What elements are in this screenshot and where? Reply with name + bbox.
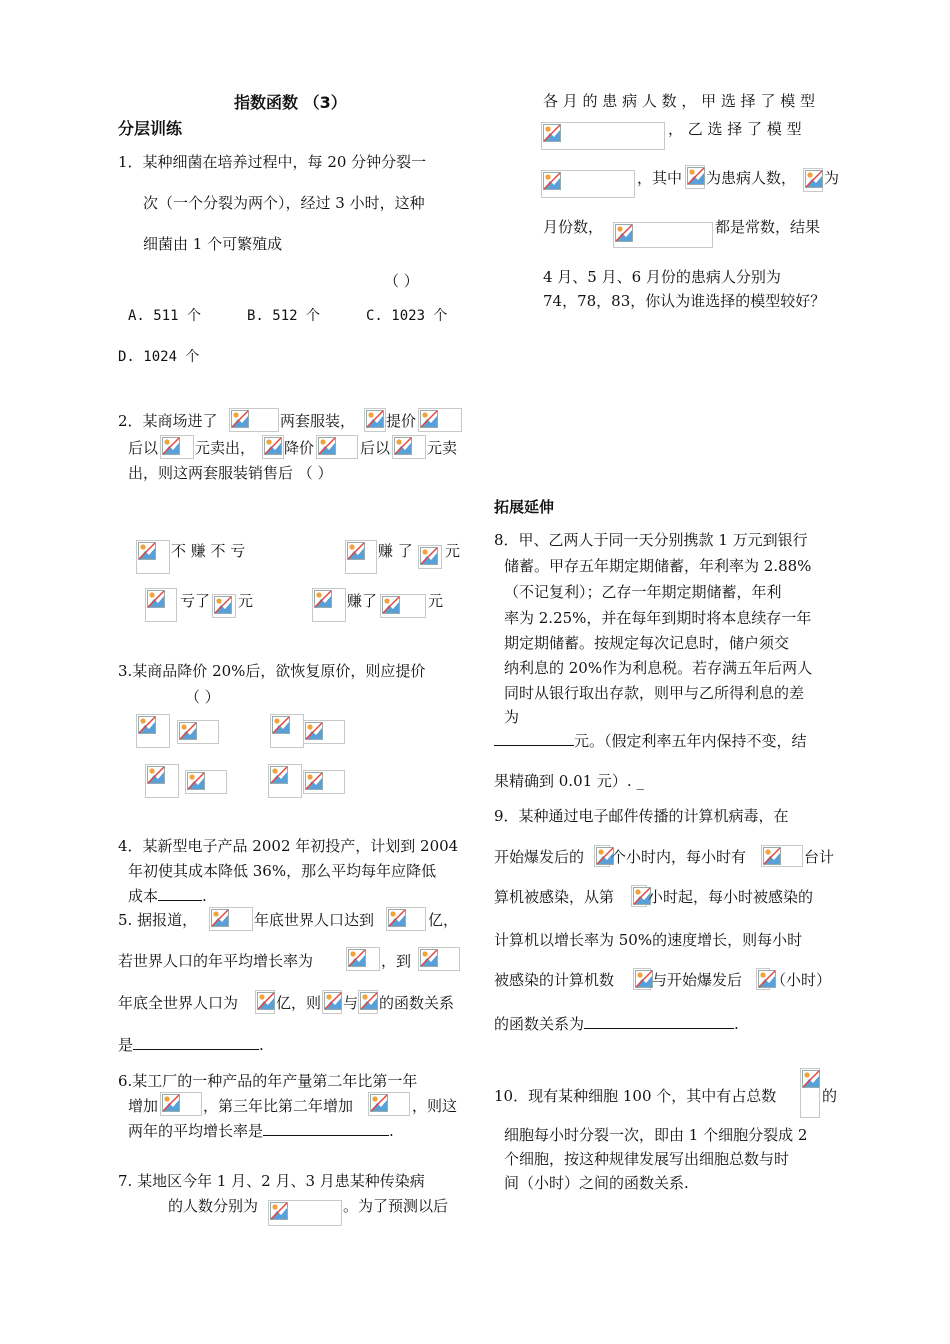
- formula-image: [358, 990, 378, 1014]
- q9-text: 被感染的计算机数: [494, 971, 615, 989]
- formula-image: [229, 408, 279, 432]
- broken-image-icon: [138, 542, 156, 560]
- broken-image-icon: [305, 772, 323, 790]
- broken-image-icon: [687, 167, 705, 185]
- answer-blank: [584, 1014, 734, 1029]
- formula-image: [368, 1092, 410, 1116]
- formula-image: [541, 170, 635, 198]
- broken-image-icon: [314, 590, 332, 608]
- q8-line: 期定期储蓄。按规定每次记息时，储户须交: [504, 634, 790, 652]
- broken-image-icon: [348, 949, 366, 967]
- q10-text: 的: [822, 1087, 838, 1105]
- q8-line: 率为 2.25%，并在每年到期时将本息续存一年: [504, 609, 812, 627]
- q8-line: 果精确到 0.01 元）. _: [494, 772, 644, 790]
- q6-line3-text: 两年的平均增长率是: [128, 1122, 264, 1140]
- broken-image-icon: [543, 124, 561, 142]
- broken-image-icon: [615, 224, 633, 242]
- formula-image: [800, 1068, 820, 1118]
- formula-image: [685, 165, 705, 189]
- q9-text: 与开始爆发后: [652, 971, 743, 989]
- formula-image: [209, 907, 253, 931]
- formula-image: [160, 1092, 202, 1116]
- q2-text: 后以: [128, 439, 159, 457]
- q7-text: 为患病人数，: [706, 169, 797, 187]
- formula-image: [185, 770, 227, 794]
- q2-text: 出，则这两套服装销售后 （ ）: [128, 464, 333, 482]
- broken-image-icon: [264, 437, 282, 455]
- q7-text: 月份数，: [543, 218, 604, 236]
- q5-line4: [118, 1034, 264, 1055]
- formula-image: [392, 435, 426, 459]
- broken-image-icon: [805, 170, 823, 188]
- q4-end: .: [202, 887, 207, 905]
- q2-option-b: 赚 了: [378, 542, 413, 560]
- q1-answer-paren: （ ）: [384, 272, 419, 290]
- formula-image: [346, 947, 380, 971]
- formula-image: [136, 540, 170, 574]
- broken-image-icon: [179, 722, 197, 740]
- formula-image: [303, 770, 345, 794]
- broken-image-icon: [214, 596, 232, 614]
- q8-line: 为: [504, 708, 520, 726]
- q7-text: ， 乙 选 择 了 模 型: [668, 120, 802, 138]
- broken-image-icon: [366, 410, 384, 428]
- q6-text: ，则这: [412, 1097, 458, 1115]
- section-heading-layered-training: 分层训练: [118, 119, 183, 138]
- q2-text: 元卖: [427, 439, 458, 457]
- q7-text: ，其中: [637, 169, 683, 187]
- q3-line1: 3.某商品降价 20%后，欲恢复原价，则应提价: [118, 662, 426, 680]
- q7-text: 。为了预测以后: [343, 1197, 449, 1215]
- broken-image-icon: [360, 992, 378, 1010]
- q8-line: （不记复利）；乙存一年期定期储蓄，年利: [504, 583, 782, 601]
- broken-image-icon: [543, 172, 561, 190]
- broken-image-icon: [324, 992, 342, 1010]
- formula-image: [380, 594, 426, 618]
- broken-image-icon: [187, 772, 205, 790]
- q2-option-b-unit: 元: [445, 542, 461, 560]
- formula-image: [312, 588, 346, 622]
- q2-option-c-unit: 元: [238, 592, 254, 610]
- q5-end: .: [259, 1036, 264, 1054]
- broken-image-icon: [370, 1094, 388, 1112]
- formula-image: [345, 540, 377, 574]
- broken-image-icon: [147, 766, 165, 784]
- q5-text: 若世界人口的年平均增长率为: [118, 952, 314, 970]
- answer-blank: [133, 1035, 259, 1050]
- formula-image: [631, 885, 647, 907]
- formula-image: [177, 720, 219, 744]
- q1-option-a: A. 511 个: [128, 308, 202, 324]
- broken-image-icon: [257, 992, 275, 1010]
- q2-text: 两套服装，: [280, 412, 356, 430]
- q10-text: 10．现有某种细胞 100 个，其中有占总数: [494, 1087, 777, 1105]
- formula-image: [303, 720, 345, 744]
- page-title: 指数函数 （3）: [234, 93, 347, 112]
- broken-image-icon: [388, 909, 406, 927]
- formula-image: [541, 122, 665, 150]
- q8-line9: [494, 730, 807, 751]
- q6-text: 增加: [128, 1097, 159, 1115]
- broken-image-icon: [270, 766, 288, 784]
- q7-text: 为: [824, 169, 840, 187]
- broken-image-icon: [420, 410, 438, 428]
- q7-text: 都是常数，结果: [715, 218, 821, 236]
- q3-answer-paren: （ ）: [185, 688, 220, 706]
- section-heading-extension: 拓展延伸: [494, 498, 555, 516]
- q4-line3: [128, 885, 207, 906]
- q5-text: 的函数关系: [379, 994, 455, 1012]
- formula-image: [160, 435, 194, 459]
- q5-text: ，到: [381, 952, 412, 970]
- q2-option-d: 赚了: [347, 592, 378, 610]
- formula-image: [418, 947, 460, 971]
- broken-image-icon: [347, 542, 365, 560]
- q9-text: 台计: [804, 848, 835, 866]
- q7-text: 各 月 的 患 病 人 数 ， 甲 选 择 了 模 型: [543, 92, 815, 110]
- q9-text: （小时）: [771, 971, 832, 989]
- q8-line: 同时从银行取出存款，则甲与乙所得利息的差: [504, 684, 805, 702]
- broken-image-icon: [420, 547, 438, 565]
- q8-line: 8．甲、乙两人于同一天分别携款 1 万元到银行: [494, 531, 808, 549]
- formula-image: [594, 845, 610, 867]
- broken-image-icon: [305, 722, 323, 740]
- answer-blank: [263, 1121, 389, 1136]
- formula-image: [756, 968, 770, 990]
- q2-option-d-unit: 元: [428, 592, 444, 610]
- q9-text: 算机被感染，从第: [494, 888, 615, 906]
- broken-image-icon: [635, 970, 653, 988]
- q1-option-d: D. 1024 个: [118, 349, 200, 365]
- q10-line: 个细胞，按这种规律发展写出细胞总数与时: [504, 1150, 790, 1168]
- q9-text: 个小时内，每小时有: [611, 848, 747, 866]
- broken-image-icon: [420, 949, 438, 967]
- q4-line3-text: 成本: [128, 887, 159, 905]
- q5-text: 年底全世界人口为: [118, 994, 239, 1012]
- q9-text: 小时起，每小时被感染的: [648, 888, 814, 906]
- formula-image: [268, 1200, 342, 1226]
- answer-blank: [158, 886, 202, 901]
- answer-blank: [494, 731, 574, 746]
- q4-line1: 4．某新型电子产品 2002 年初投产，计划到 2004: [118, 837, 459, 855]
- formula-image: [136, 714, 170, 748]
- q6-end: .: [389, 1122, 394, 1140]
- q5-text: 与: [343, 994, 359, 1012]
- q2-text: 元卖出，: [195, 439, 256, 457]
- broken-image-icon: [394, 437, 412, 455]
- q7-text: 的人数分别为: [168, 1197, 259, 1215]
- q2-text: 降价: [284, 439, 315, 457]
- formula-image: [386, 907, 426, 931]
- q9-line1: 9．某种通过电子邮件传播的计算机病毒，在: [494, 807, 789, 825]
- broken-image-icon: [147, 590, 165, 608]
- q8-line: 储蓄。甲存五年期定期储蓄，年利率为 2.88%: [504, 557, 812, 575]
- q9-line6-text: 的函数关系为: [494, 1015, 585, 1033]
- broken-image-icon: [162, 437, 180, 455]
- q1-line3: 细菌由 1 个可繁殖成: [143, 235, 283, 253]
- q10-line: 细胞每小时分裂一次，即由 1 个细胞分裂成 2: [504, 1126, 808, 1144]
- q4-line2: 年初使其成本降低 36%，那么平均每年应降低: [128, 862, 437, 880]
- q7-line1: 7. 某地区今年 1 月、2 月、3 月患某种传染病: [118, 1172, 425, 1190]
- q6-line3: [128, 1120, 394, 1141]
- formula-image: [364, 408, 386, 432]
- q9-end: .: [734, 1015, 739, 1033]
- q7-text: 4 月、5 月、6 月份的患病人分别为: [543, 268, 781, 286]
- formula-image: [633, 968, 651, 990]
- q1-option-c: C. 1023 个: [366, 308, 448, 324]
- formula-image: [212, 594, 236, 618]
- formula-image: [262, 435, 284, 459]
- formula-image: [316, 435, 358, 459]
- broken-image-icon: [211, 909, 229, 927]
- q5-line4-text: 是: [118, 1036, 134, 1054]
- q1-option-b: B. 512 个: [247, 308, 321, 324]
- broken-image-icon: [270, 1202, 288, 1220]
- q5-text: 亿，则: [276, 994, 322, 1012]
- q6-line1: 6.某工厂的一种产品的年产量第二年比第一年: [118, 1072, 418, 1090]
- formula-image: [145, 588, 177, 622]
- q8-line: 纳利息的 20%作为利息税。若存满五年后两人: [504, 659, 813, 677]
- formula-image: [268, 764, 302, 798]
- q2-text: 后以: [360, 439, 391, 457]
- q2-text: 提价: [386, 412, 417, 430]
- q10-line: 间（小时）之间的函数关系.: [504, 1174, 689, 1192]
- q2-option-a: 不 赚 不 亏: [171, 542, 246, 560]
- formula-image: [322, 990, 342, 1014]
- formula-image: [255, 990, 275, 1014]
- q9-line6: [494, 1013, 739, 1034]
- q9-text: 开始爆发后的: [494, 848, 585, 866]
- q2-text: 2．某商场进了: [118, 412, 218, 430]
- q8-line9-text: 元。（假定利率五年内保持不变，结: [574, 732, 807, 750]
- broken-image-icon: [382, 596, 400, 614]
- q5-text: 年底世界人口达到: [254, 911, 375, 929]
- q9-line4: 计算机以增长率为 50%的速度增长，则每小时: [494, 931, 803, 949]
- broken-image-icon: [802, 1070, 820, 1088]
- q1-line1: 1．某种细菌在培养过程中，每 20 分钟分裂一: [118, 153, 427, 171]
- broken-image-icon: [763, 847, 781, 865]
- broken-image-icon: [318, 437, 336, 455]
- q5-text: 亿，: [428, 911, 459, 929]
- formula-image: [613, 222, 713, 248]
- q1-line2: 次（一个分裂为两个），经过 3 小时，这种: [143, 194, 425, 212]
- formula-image: [761, 845, 803, 867]
- q7-text: 74，78，83，你认为谁选择的模型较好？: [543, 292, 826, 310]
- broken-image-icon: [272, 716, 290, 734]
- formula-image: [145, 764, 179, 798]
- formula-image: [418, 408, 462, 432]
- broken-image-icon: [138, 716, 156, 734]
- q5-text: 5. 据报道，: [118, 911, 198, 929]
- q6-text: ，第三年比第二年增加: [203, 1097, 354, 1115]
- q2-option-c: 亏了: [180, 592, 211, 610]
- broken-image-icon: [162, 1094, 180, 1112]
- broken-image-icon: [231, 410, 249, 428]
- formula-image: [270, 714, 304, 748]
- formula-image: [418, 545, 442, 569]
- formula-image: [803, 168, 823, 192]
